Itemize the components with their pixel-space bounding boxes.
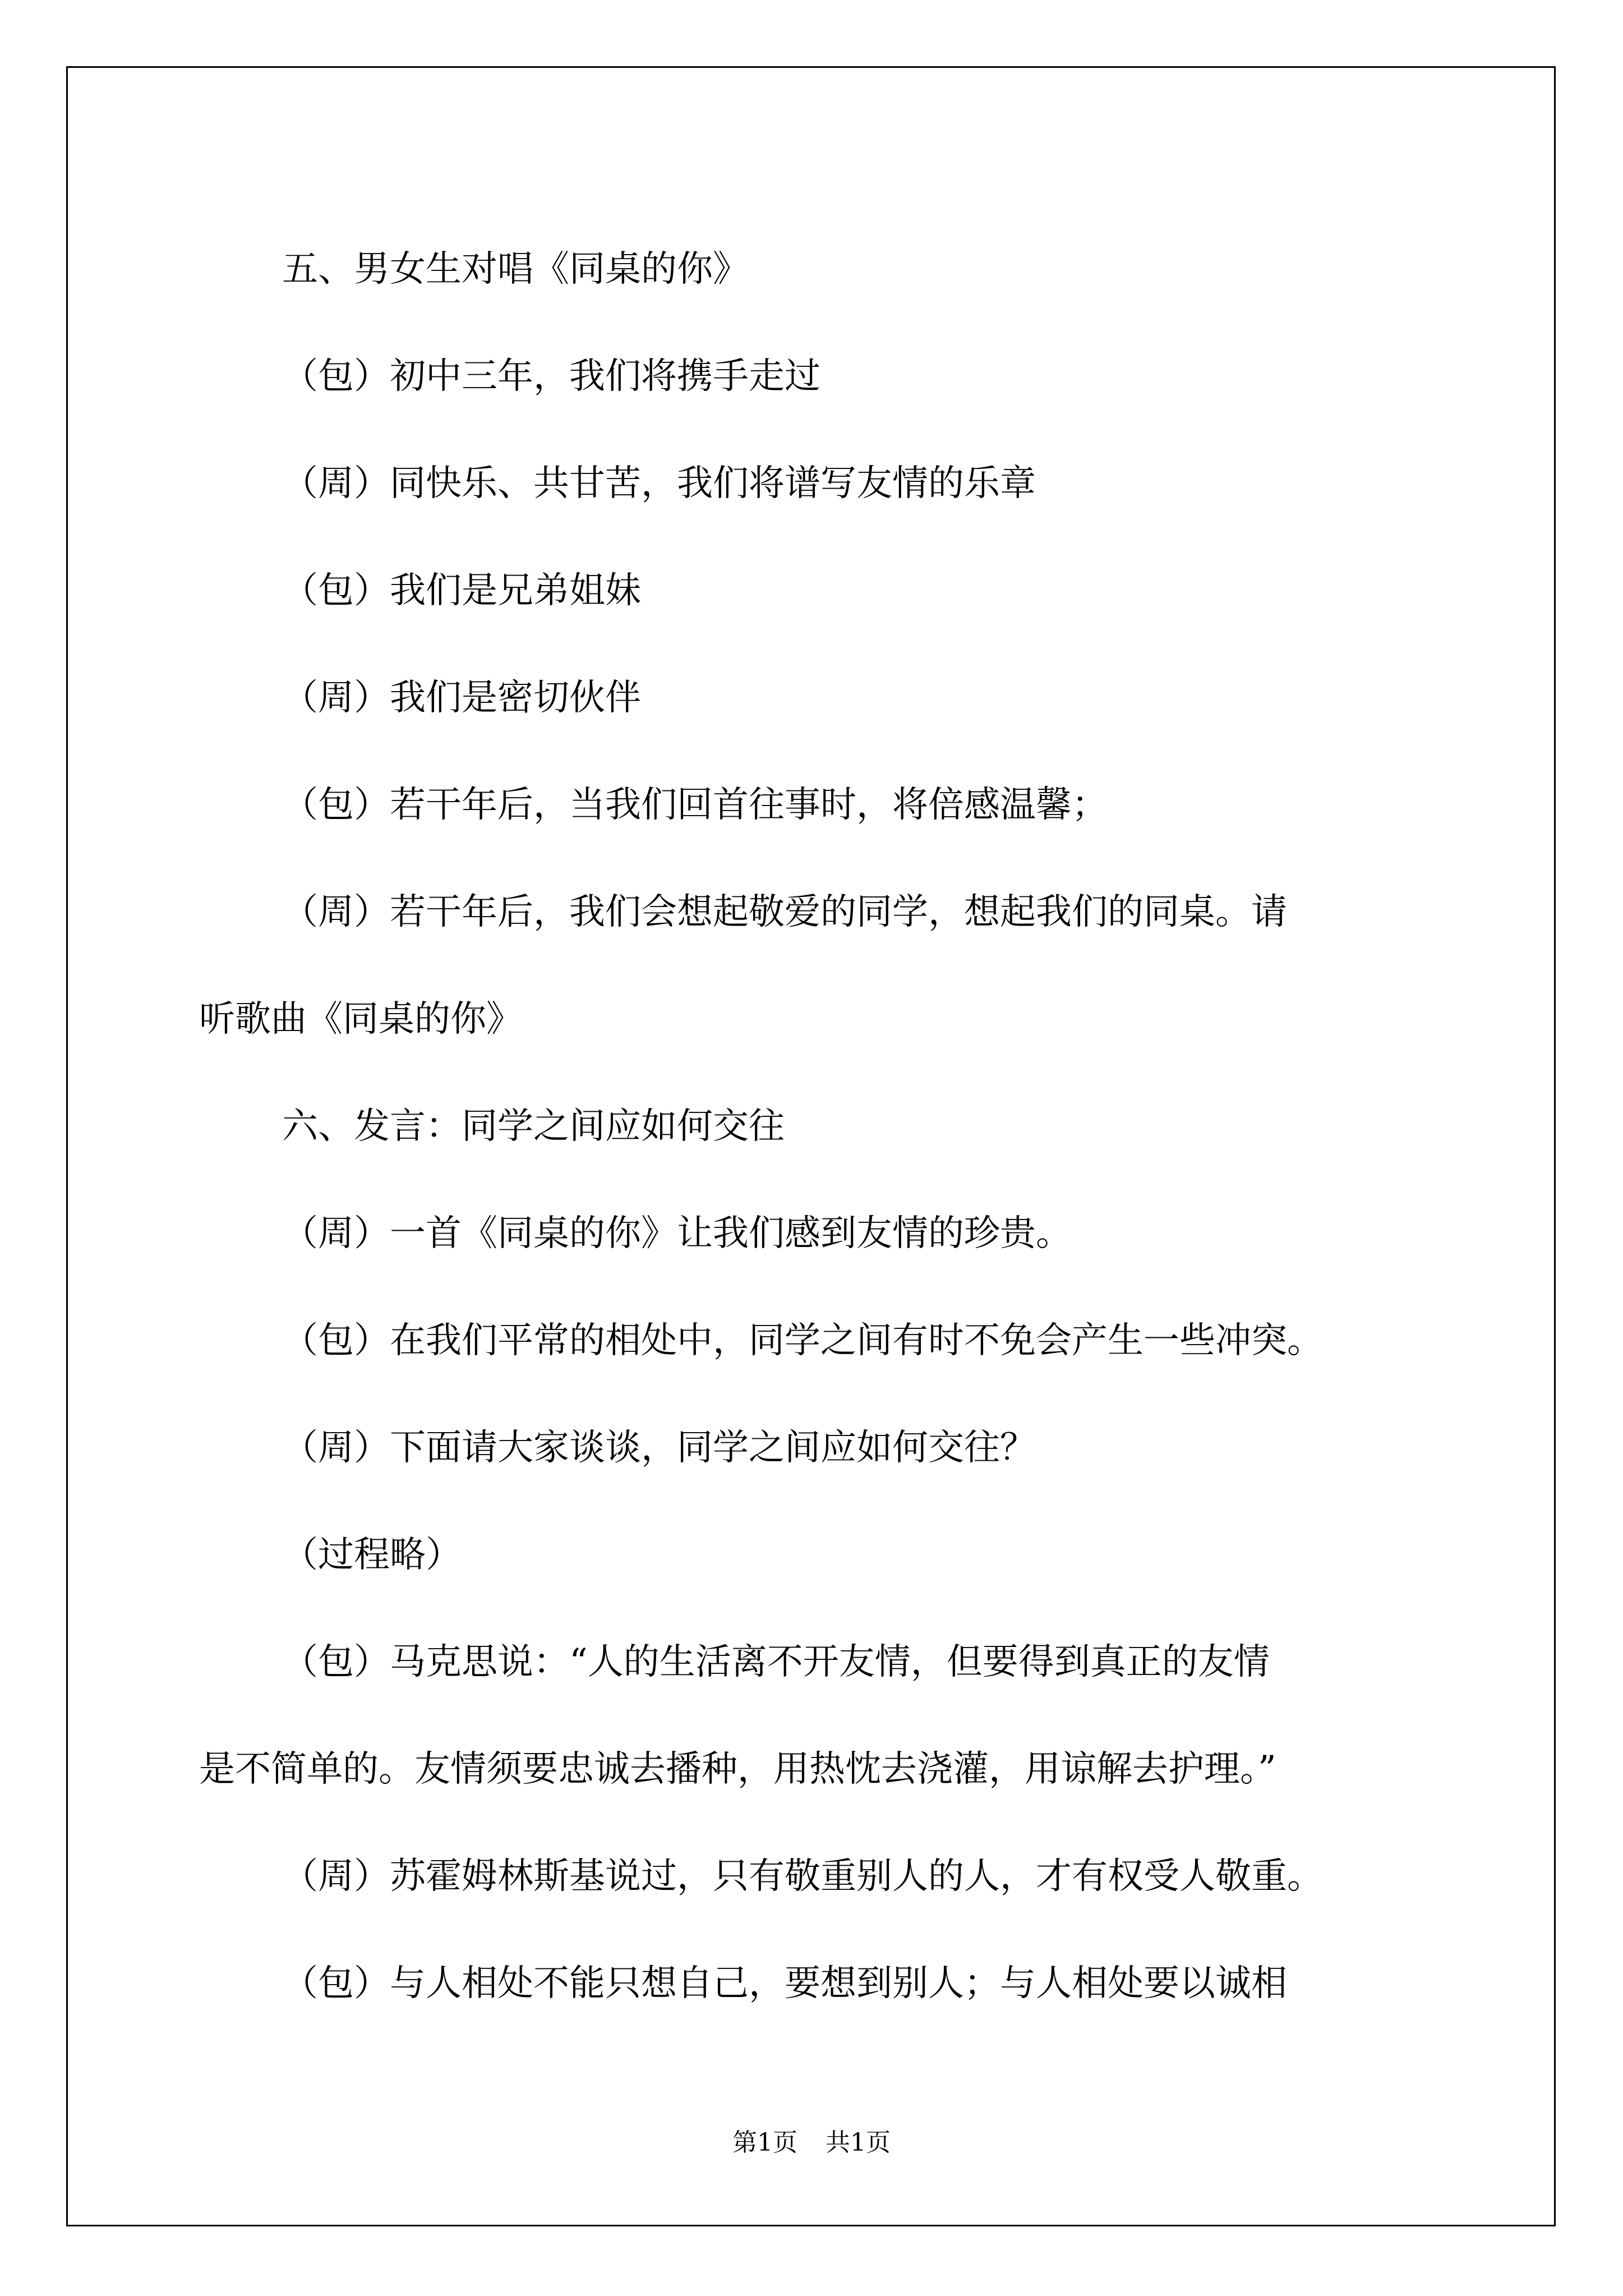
page-number-current: 第1页 bbox=[732, 2128, 797, 2157]
paragraph: （包）初中三年，我们将携手走过 bbox=[282, 356, 820, 397]
paragraph: （包）与人相处不能只想自己，要想到别人；与人相处要以诚相 bbox=[282, 1963, 1287, 2004]
paragraph: （周）同快乐、共甘苦，我们将谱写友情的乐章 bbox=[282, 463, 1036, 504]
paragraph: （过程略） bbox=[282, 1534, 462, 1576]
section-heading: 六、发言：同学之间应如何交往 bbox=[282, 1106, 785, 1147]
paragraph-continuation: 听歌曲《同桌的你》 bbox=[199, 999, 522, 1040]
page-footer bbox=[0, 2126, 1623, 2160]
paragraph: （包）若干年后，当我们回首往事时，将倍感温馨； bbox=[282, 784, 1108, 826]
paragraph: （包）我们是兄弟姐妹 bbox=[282, 570, 641, 611]
paragraph: 五、男女生对唱《同桌的你》 bbox=[282, 249, 749, 290]
paragraph: （周）下面请大家谈谈，同学之间应如何交往？ bbox=[282, 1427, 1036, 1469]
paragraph: （周）一首《同桌的你》让我们感到友情的珍贵。 bbox=[282, 1213, 1072, 1254]
paragraph: （包）在我们平常的相处中，同学之间有时不免会产生一些冲突。 bbox=[282, 1320, 1323, 1361]
document-body bbox=[199, 216, 1455, 2037]
paragraph-continuation: 是不简单的。友情须要忠诚去播种，用热忱去浇灌，用谅解去护理。” bbox=[199, 1749, 1276, 1790]
paragraph: （周）我们是密切伙伴 bbox=[282, 677, 641, 719]
paragraph: （周）若干年后，我们会想起敬爱的同学，想起我们的同桌。请 bbox=[282, 891, 1287, 933]
paragraph: （周）苏霍姆林斯基说过，只有敬重别人的人，才有权受人敬重。 bbox=[282, 1856, 1323, 1897]
page-number-total: 共1页 bbox=[826, 2128, 891, 2157]
paragraph: （包）马克思说：“人的生活离不开友情，但要得到真正的友情 bbox=[282, 1641, 1270, 1683]
